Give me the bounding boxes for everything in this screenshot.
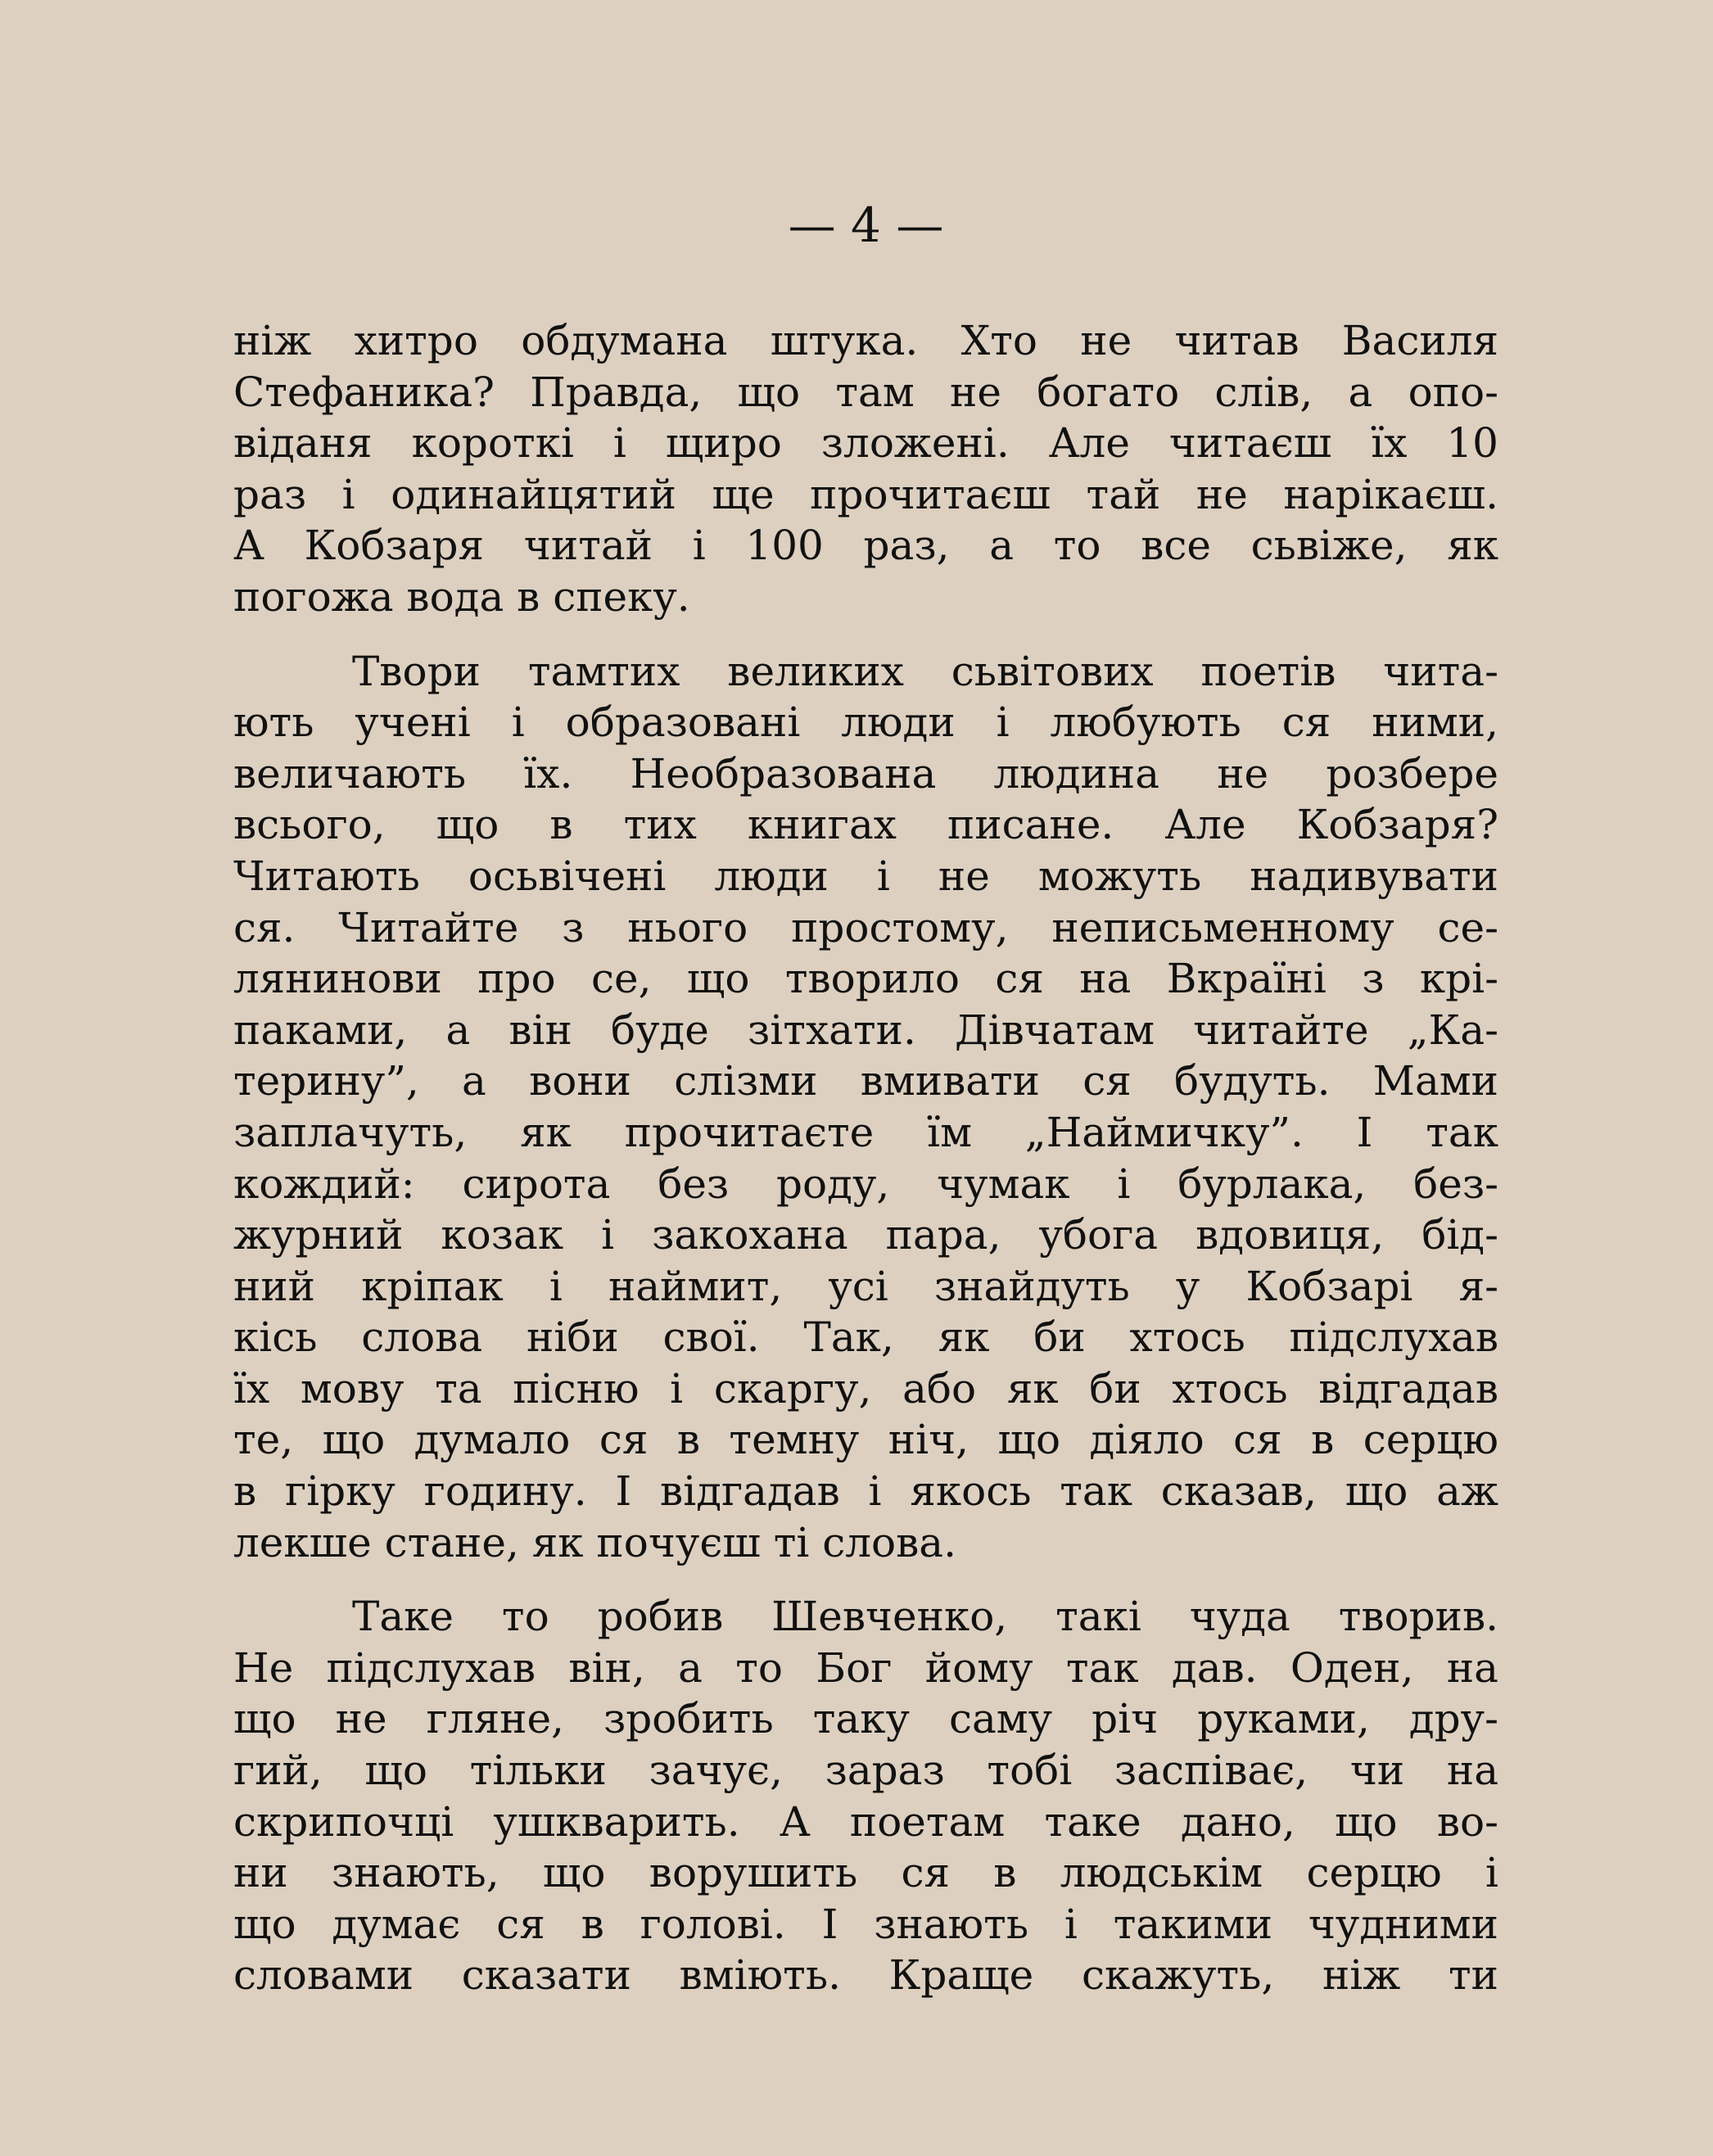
paragraph-3 xyxy=(233,1591,1498,2001)
text-line: кождий: сирота без роду, чумак і бурлака, без- xyxy=(233,1159,1498,1208)
text-line: Стефаника? Правда, що там не богато слів, а опо- xyxy=(233,368,1498,416)
text-line: раз і одинайцятий ще прочитаєш тай не нарікаєш. xyxy=(233,470,1498,518)
text-line: заплачуть, як прочитаєте їм „Наймичку”. І так xyxy=(233,1108,1498,1156)
text-line: словами сказати вміють. Краще скажуть, ніж ти xyxy=(233,1951,1498,2000)
book-page xyxy=(233,192,1498,2000)
text-line: ють учені і образовані люди і любують ся ними, xyxy=(233,698,1498,747)
text-line: що не гляне, зробить таку саму річ руками, дру- xyxy=(233,1695,1498,1743)
text-line: Таке то робив Шевченко, такі чуда творив. xyxy=(352,1593,1498,1641)
text-line: величають їх. Необразована людина не розбере xyxy=(233,749,1498,798)
text-line: в гірку годину. І відгадав і якось так сказав, що аж xyxy=(233,1467,1498,1516)
page-number: — 4 — xyxy=(788,197,944,253)
text-line: паками, а він буде зітхати. Дівчатам читайте „Ка- xyxy=(233,1006,1498,1054)
text-line: журний козак і закохана пара, убога вдовиця, бід- xyxy=(233,1211,1498,1259)
text-line: лекше стане, як почуєш ті слова. xyxy=(233,1518,956,1566)
paragraph-2 xyxy=(233,646,1498,1569)
text-line: скрипочці ушкварить. А поетам таке дано, що во- xyxy=(233,1797,1498,1846)
text-line: Не підслухав він, а то Бог йому так дав. Оден, на xyxy=(233,1643,1498,1692)
text-line: погожа вода в спеку. xyxy=(233,572,690,621)
text-line: гий, що тільки зачує, зараз тобі заспіває, чи на xyxy=(233,1747,1498,1795)
text-line: віданя короткі і щиро зложені. Але читаєш їх 10 xyxy=(233,419,1498,468)
text-line: ний кріпак і наймит, усі знайдуть у Кобзарі я- xyxy=(233,1262,1498,1310)
text-line: Читають осьвічені люди і не можуть надивувати xyxy=(233,852,1498,900)
text-line: лянинови про се, що творило ся на Вкраїні з крі- xyxy=(233,955,1498,1003)
text-line: всього, що в тих книгах писане. Але Кобзаря? xyxy=(233,801,1498,849)
text-line: їх мову та пісню і скаргу, або як би хтось відгадав xyxy=(233,1364,1498,1412)
text-line: ся. Читайте з нього простому, неписьменному се- xyxy=(233,903,1498,951)
text-line: те, що думало ся в темну ніч, що діяло ся в серцю xyxy=(233,1416,1498,1464)
text-line: ни знають, що ворушить ся в людськім серцю і xyxy=(233,1849,1498,1897)
paragraph-1 xyxy=(233,315,1498,623)
text-line: ніж хитро обдумана штука. Хто не читав Василя xyxy=(233,317,1498,364)
text-line: А Кобзаря читай і 100 раз, а то все сьвіже, як xyxy=(233,522,1498,570)
text-line: терину”, а вони слізми вмивати ся будуть. Мами xyxy=(233,1057,1498,1105)
text-line: Твори тамтих великих сьвітових поетів чита- xyxy=(352,647,1498,695)
text-line: що думає ся в голові. І знають і такими чудними xyxy=(233,1900,1498,1948)
text-line: кісь слова ніби свої. Так, як би хтось підслухав xyxy=(233,1313,1498,1362)
